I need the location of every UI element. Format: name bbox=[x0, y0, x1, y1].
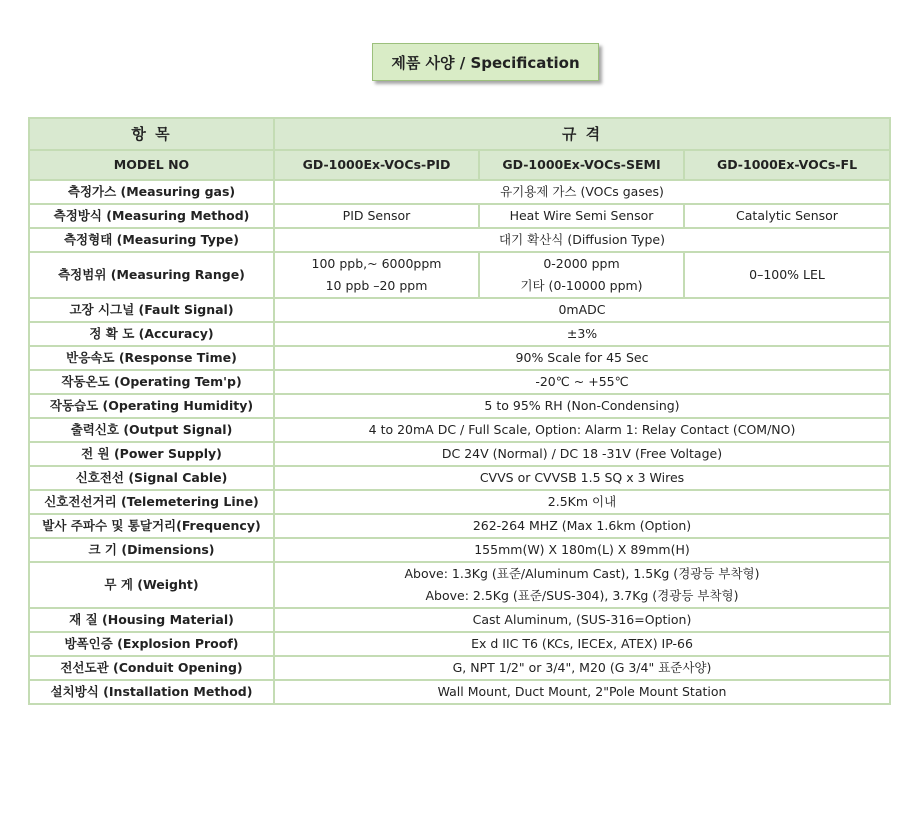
row-value-range-semi bbox=[479, 252, 684, 298]
specification-table bbox=[28, 117, 891, 705]
model-pid: GD-1000Ex-VOCs-PID bbox=[274, 150, 479, 180]
table-row bbox=[29, 394, 890, 418]
table-row bbox=[29, 204, 890, 228]
model-fl: GD-1000Ex-VOCs-FL bbox=[684, 150, 890, 180]
header-spec: 규 격 bbox=[274, 118, 890, 150]
table-row bbox=[29, 632, 890, 656]
range-pid-line-1: 100 ppb,~ 6000ppm bbox=[311, 256, 442, 271]
row-value-installation: Wall Mount, Duct Mount, 2"Pole Mount Station bbox=[274, 680, 890, 704]
row-label-humidity: 작동습도 (Operating Humidity) bbox=[29, 394, 274, 418]
row-value-method-semi: Heat Wire Semi Sensor bbox=[479, 204, 684, 228]
model-label: MODEL NO bbox=[29, 150, 274, 180]
row-value-range-pid bbox=[274, 252, 479, 298]
row-label-accuracy: 정 확 도 (Accuracy) bbox=[29, 322, 274, 346]
row-value-range-fl: 0–100% LEL bbox=[684, 252, 890, 298]
row-label-weight: 무 게 (Weight) bbox=[29, 562, 274, 608]
table-row bbox=[29, 346, 890, 370]
table-header-row bbox=[29, 118, 890, 150]
page-title: 제품 사양 / Specification bbox=[372, 43, 599, 81]
model-semi: GD-1000Ex-VOCs-SEMI bbox=[479, 150, 684, 180]
table-row bbox=[29, 490, 890, 514]
table-row bbox=[29, 228, 890, 252]
row-value-humidity: 5 to 95% RH (Non-Condensing) bbox=[274, 394, 890, 418]
row-label-power: 전 원 (Power Supply) bbox=[29, 442, 274, 466]
table-row bbox=[29, 418, 890, 442]
row-label-frequency: 발사 주파수 및 통달거리(Frequency) bbox=[29, 514, 274, 538]
row-value-cable: CVVS or CVVSB 1.5 SQ x 3 Wires bbox=[274, 466, 890, 490]
table-row bbox=[29, 298, 890, 322]
model-row bbox=[29, 150, 890, 180]
row-label-telemetering: 신호전선거리 (Telemetering Line) bbox=[29, 490, 274, 514]
row-value-gas: 유기용제 가스 (VOCs gases) bbox=[274, 180, 890, 204]
row-value-method-fl: Catalytic Sensor bbox=[684, 204, 890, 228]
row-value-method-pid: PID Sensor bbox=[274, 204, 479, 228]
row-label-conduit: 전선도관 (Conduit Opening) bbox=[29, 656, 274, 680]
table-row bbox=[29, 252, 890, 298]
table-row bbox=[29, 180, 890, 204]
row-label-range: 측정범위 (Measuring Range) bbox=[29, 252, 274, 298]
row-label-fault: 고장 시그널 (Fault Signal) bbox=[29, 298, 274, 322]
range-semi-line-2: 기타 (0-10000 ppm) bbox=[520, 278, 643, 293]
table-row bbox=[29, 538, 890, 562]
row-value-conduit: G, NPT 1/2" or 3/4", M20 (G 3/4" 표준사양) bbox=[274, 656, 890, 680]
row-value-housing: Cast Aluminum, (SUS-316=Option) bbox=[274, 608, 890, 632]
row-value-accuracy: ±3% bbox=[274, 322, 890, 346]
row-value-temp: -20℃ ~ +55℃ bbox=[274, 370, 890, 394]
row-value-dimensions: 155mm(W) X 180m(L) X 89mm(H) bbox=[274, 538, 890, 562]
weight-line-1: Above: 1.3Kg (표준/Aluminum Cast), 1.5Kg (경광등 부착형) bbox=[404, 566, 760, 581]
row-value-weight bbox=[274, 562, 890, 608]
table-row bbox=[29, 442, 890, 466]
row-label-cable: 신호전선 (Signal Cable) bbox=[29, 466, 274, 490]
row-label-response: 반응속도 (Response Time) bbox=[29, 346, 274, 370]
table-row bbox=[29, 680, 890, 704]
row-value-power: DC 24V (Normal) / DC 18 -31V (Free Voltage) bbox=[274, 442, 890, 466]
row-label-housing: 재 질 (Housing Material) bbox=[29, 608, 274, 632]
row-label-gas: 측정가스 (Measuring gas) bbox=[29, 180, 274, 204]
table-row bbox=[29, 562, 890, 608]
row-label-output: 출력신호 (Output Signal) bbox=[29, 418, 274, 442]
row-value-response: 90% Scale for 45 Sec bbox=[274, 346, 890, 370]
row-label-method: 측정방식 (Measuring Method) bbox=[29, 204, 274, 228]
weight-line-2: Above: 2.5Kg (표준/SUS-304), 3.7Kg (경광등 부착형) bbox=[425, 588, 739, 603]
table-row bbox=[29, 608, 890, 632]
row-value-frequency: 262-264 MHZ (Max 1.6km (Option) bbox=[274, 514, 890, 538]
row-value-output: 4 to 20mA DC / Full Scale, Option: Alarm 1: Relay Contact (COM/NO) bbox=[274, 418, 890, 442]
row-label-explosion: 방폭인증 (Explosion Proof) bbox=[29, 632, 274, 656]
range-pid-line-2: 10 ppb –20 ppm bbox=[325, 278, 428, 293]
row-label-type: 측정형태 (Measuring Type) bbox=[29, 228, 274, 252]
range-semi-line-1: 0-2000 ppm bbox=[543, 256, 620, 271]
table-row bbox=[29, 322, 890, 346]
row-value-telemetering: 2.5Km 이내 bbox=[274, 490, 890, 514]
table-row bbox=[29, 656, 890, 680]
table-row bbox=[29, 370, 890, 394]
row-label-temp: 작동온도 (Operating Tem'p) bbox=[29, 370, 274, 394]
row-value-explosion: Ex d IIC T6 (KCs, IECEx, ATEX) IP-66 bbox=[274, 632, 890, 656]
row-label-installation: 설치방식 (Installation Method) bbox=[29, 680, 274, 704]
row-value-type: 대기 확산식 (Diffusion Type) bbox=[274, 228, 890, 252]
row-value-fault: 0mADC bbox=[274, 298, 890, 322]
table-row bbox=[29, 514, 890, 538]
row-label-dimensions: 크 기 (Dimensions) bbox=[29, 538, 274, 562]
table-row bbox=[29, 466, 890, 490]
header-item: 항 목 bbox=[29, 118, 274, 150]
